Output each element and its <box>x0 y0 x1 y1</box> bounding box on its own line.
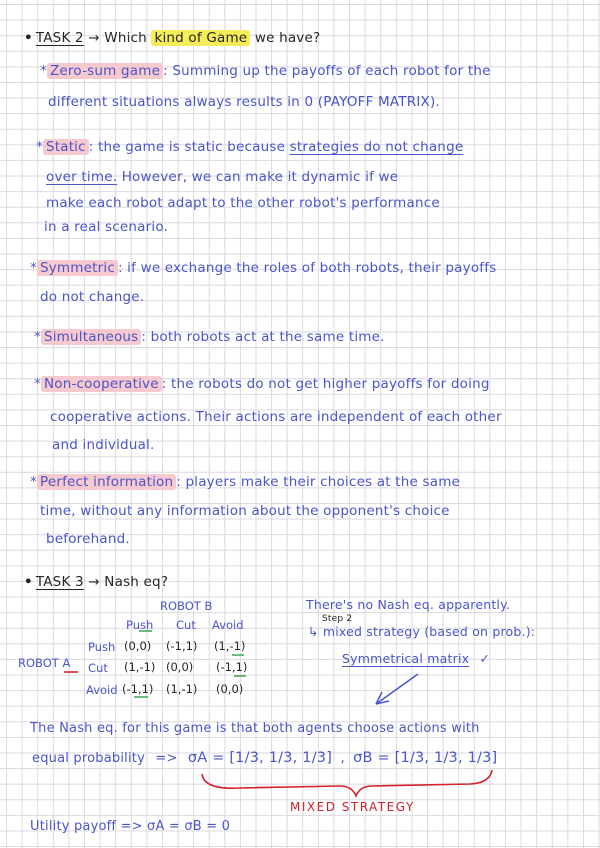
matrix-cell: (-1,1) <box>166 639 198 653</box>
matrix-robot-a-label: ROBOT A <box>18 656 71 670</box>
item-text: : Summing up the payoffs of each robot for the <box>163 63 491 79</box>
side-note-step: Step 2 <box>322 614 353 624</box>
item-zero-sum-line2: different situations always results in 0 (PAYOFF MATRIX). <box>48 94 440 110</box>
matrix-col-push: Push <box>126 618 154 632</box>
task2-label: TASK 2 <box>35 30 84 46</box>
mixed-strategy-label: MIXED STRATEGY <box>290 800 415 814</box>
matrix-row-avoid: Avoid <box>86 683 118 697</box>
asterisk-icon: * <box>34 329 41 345</box>
bullet: • <box>24 30 33 46</box>
item-text: : if we exchange the roles of both robots, their payoffs <box>117 260 497 276</box>
task2-question-post: we have? <box>254 30 321 46</box>
side-note-line2: ↳ mixed strategy (based on prob.): <box>308 624 536 639</box>
sigma-b-formula: σB = [1/3, 1/3, 1/3] <box>353 750 498 766</box>
implies-arrow: => <box>155 751 178 766</box>
check-icon: ✓ <box>479 651 491 666</box>
matrix-cell: (1,-1) <box>124 660 156 674</box>
matrix-cell: (-1,1) <box>122 682 154 696</box>
conclusion-line1: The Nash eq. for this game is that both agents choose actions with <box>30 721 480 736</box>
item-term: Symmetric <box>37 260 118 276</box>
item-text-underlined: over time. <box>46 169 118 185</box>
task2-question-pre: Which <box>104 30 147 46</box>
arrow-icon: → <box>88 574 100 590</box>
matrix-cell: (0,0) <box>166 660 194 674</box>
item-perfect-information-line2: time, without any information about the opponent's choice <box>40 503 450 519</box>
asterisk-icon: * <box>36 139 43 155</box>
item-static-line3: make each robot adapt to the other robot's performance <box>46 195 440 211</box>
item-static-line4: in a real scenario. <box>44 219 169 235</box>
arrow-stroke <box>376 674 418 704</box>
task2-question-highlight: kind of Game <box>151 30 250 46</box>
matrix-row-push: Push <box>88 640 116 654</box>
item-perfect-information-line3: beforehand. <box>46 531 130 547</box>
side-note-line1: There's no Nash eq. apparently. <box>306 597 511 612</box>
matrix-robot-b-label: ROBOT B <box>160 599 213 613</box>
item-text-underlined: strategies do not change <box>289 139 464 155</box>
utility-payoff-line: Utility payoff => σA = σB = 0 <box>30 819 231 834</box>
item-term: Perfect information <box>37 474 176 490</box>
formula-separator: , <box>340 751 345 766</box>
matrix-cell: (-1,1) <box>216 660 248 674</box>
item-term: Simultaneous <box>41 329 141 345</box>
item-term: Zero-sum game <box>47 63 163 79</box>
task3-question: Nash eq? <box>104 574 169 590</box>
matrix-cell: (1,-1) <box>214 639 246 653</box>
asterisk-icon: * <box>30 260 37 276</box>
item-text: : the robots do not get higher payoffs for doing <box>161 376 490 392</box>
asterisk-icon: * <box>34 376 41 392</box>
item-symmetric-line2: do not change. <box>40 289 145 305</box>
item-non-cooperative-line2: cooperative actions. Their actions are independent of each other <box>50 409 502 425</box>
item-text: : both robots act at the same time. <box>141 329 385 345</box>
matrix-cell: (1,-1) <box>166 682 198 696</box>
item-term: Non-cooperative <box>41 376 162 392</box>
item-term: Static <box>43 139 89 155</box>
asterisk-icon: * <box>40 63 47 79</box>
asterisk-icon: * <box>30 474 37 490</box>
item-text: : the game is static because <box>88 139 286 155</box>
sigma-a-formula: σA = [1/3, 1/3, 1/3] <box>187 750 333 766</box>
arrow-icon: → <box>88 30 100 46</box>
item-text: However, we can make it dynamic if we <box>121 169 399 185</box>
matrix-cell: (0,0) <box>216 682 244 696</box>
matrix-cell: (0,0) <box>124 639 152 653</box>
bullet: • <box>24 574 33 590</box>
matrix-col-cut: Cut <box>176 618 196 632</box>
item-non-cooperative-line3: and individual. <box>52 437 155 453</box>
conclusion-equal-probability: equal probability <box>32 751 145 766</box>
symmetrical-matrix-text: Symmetrical matrix <box>342 651 470 666</box>
item-text: : players make their choices at the same <box>176 474 461 490</box>
red-brace <box>202 770 492 796</box>
matrix-row-cut: Cut <box>88 661 108 675</box>
matrix-col-avoid: Avoid <box>212 618 244 632</box>
task3-label: TASK 3 <box>35 574 84 590</box>
